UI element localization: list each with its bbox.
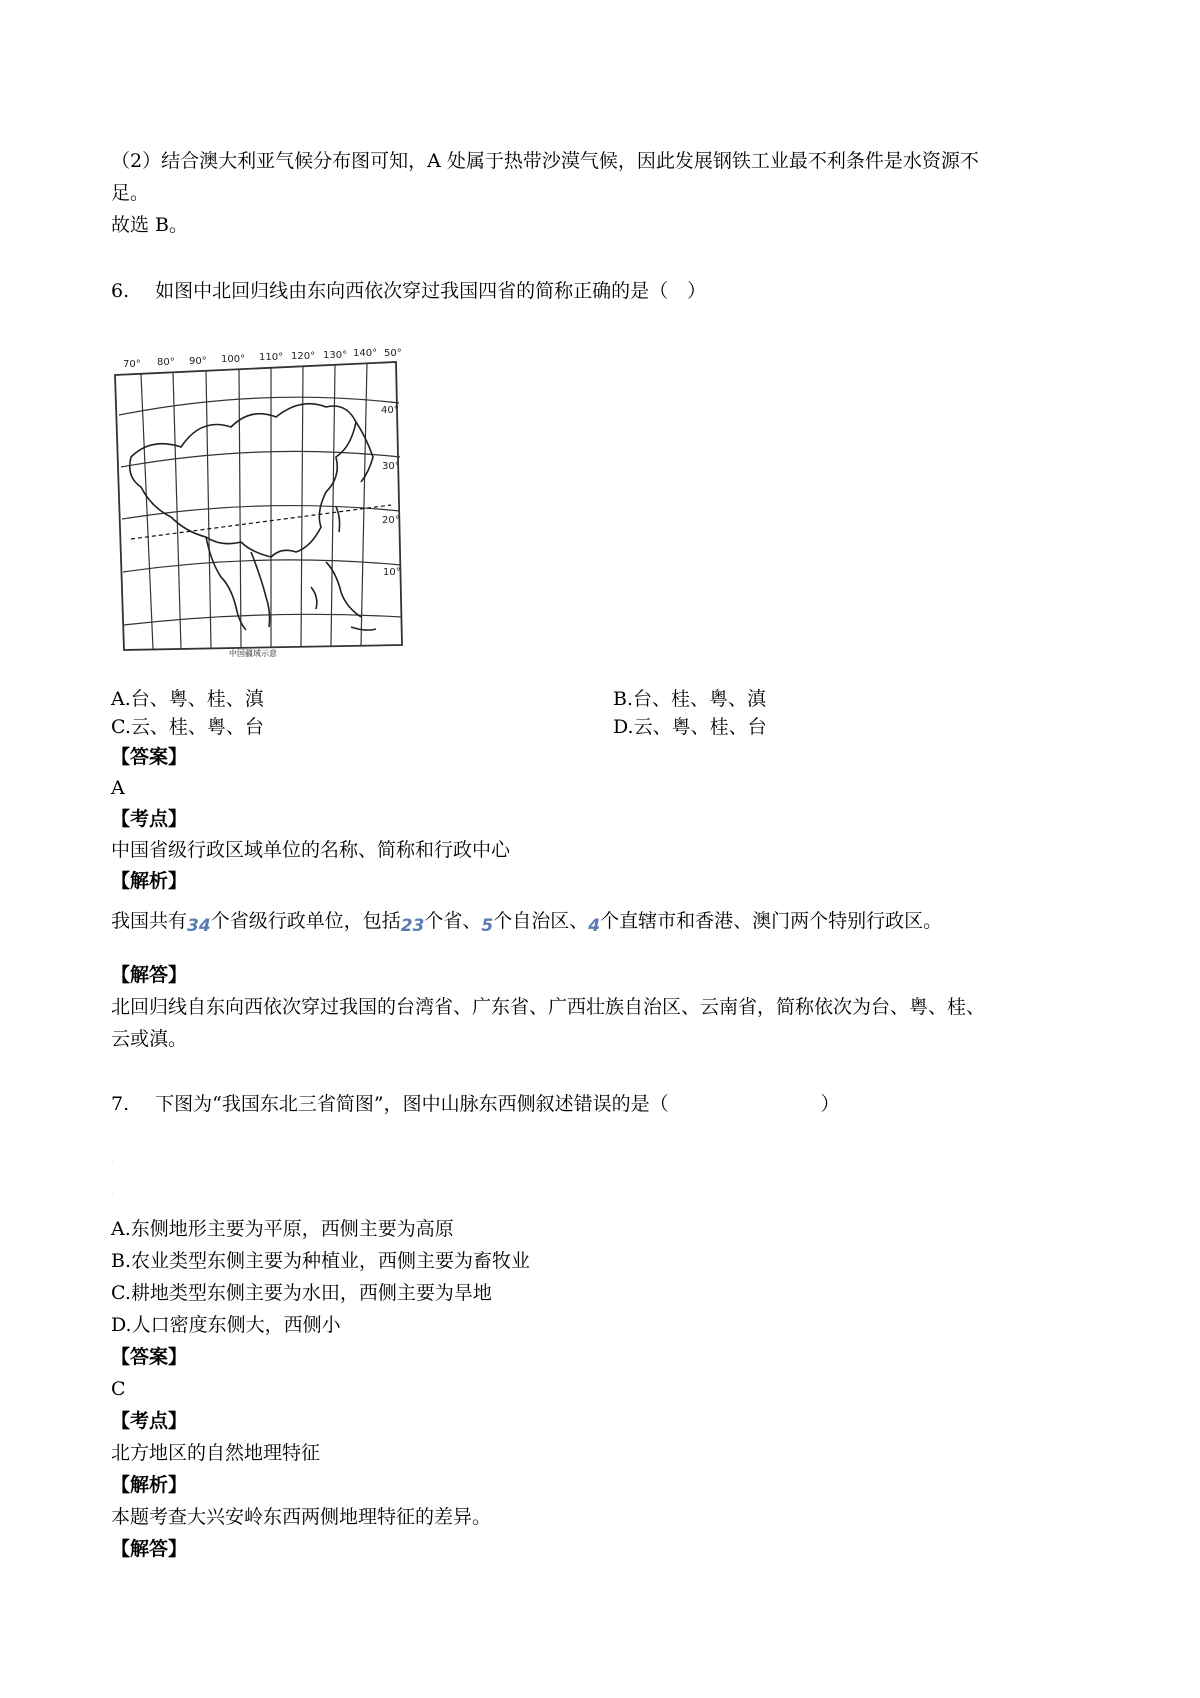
q6-point: 中国省级行政区域单位的名称、简称和行政中心	[111, 839, 511, 861]
prev-answer-line-1: （2）结合澳大利亚气候分布图可知，A 处属于热带沙漠气候，因此发展钢铁工业最不利条件是水资源不	[111, 150, 979, 172]
lat-label-20: 20°	[382, 515, 400, 526]
number-34: 34	[187, 916, 211, 936]
q6-option-b: B.台、桂、粤、滇	[613, 688, 767, 710]
prev-answer-line-3: 故选 B。	[111, 214, 189, 236]
q6-option-d: D.云、粤、桂、台	[613, 716, 767, 738]
lat-label-30: 30°	[382, 461, 400, 472]
number-4: 4	[588, 916, 601, 936]
lon-label-90: 90°	[189, 356, 207, 367]
analysis-text-5: 个直辖市和香港、澳门两个特别行政区。	[600, 910, 943, 932]
lon-label-100: 100°	[221, 354, 246, 365]
number-23: 23	[400, 916, 425, 936]
q6-stem	[111, 278, 706, 304]
lon-label-140: 140°	[353, 348, 378, 359]
q6-solution-line-1: 北回归线自东向西依次穿过我国的台湾省、广东省、广西壮族自治区、云南省，简称依次为台、粤、桂、	[111, 996, 986, 1018]
q6-stem-text: 如图中北回归线由东向西依次穿过我国四省的简称正确的是（ ）	[155, 280, 707, 302]
q7-answer-heading: 【答案】	[111, 1346, 188, 1368]
q7-stem	[111, 1091, 840, 1117]
lon-label-130: 130°	[323, 350, 348, 361]
q6-solution-heading: 【解答】	[111, 964, 188, 986]
image-placeholder-mark-1: ·	[111, 1158, 114, 1167]
image-placeholder-mark-2: ·	[111, 1190, 114, 1199]
map-caption: 中国疆域示意	[229, 649, 277, 658]
lat-label-10: 10°	[383, 567, 401, 578]
lon-label-50: 50°	[384, 348, 402, 359]
q7-point-heading: 【考点】	[111, 1410, 188, 1432]
q6-solution-line-2: 云或滇。	[111, 1028, 188, 1050]
q7-option-c: C.耕地类型东侧主要为水田，西侧主要为旱地	[111, 1282, 492, 1304]
q6-option-a: A.台、粤、桂、滇	[111, 688, 264, 710]
analysis-text-2: 个省级行政单位，包括	[210, 910, 401, 932]
analysis-text-1: 我国共有	[111, 910, 188, 932]
q7-analysis-heading: 【解析】	[111, 1474, 188, 1496]
china-territory-map	[111, 347, 415, 659]
q7-option-a: A.东侧地形主要为平原，西侧主要为高原	[111, 1218, 454, 1240]
q7-solution-heading: 【解答】	[111, 1538, 188, 1560]
lon-label-70: 70°	[123, 359, 141, 370]
q6-option-c: C.云、桂、粤、台	[111, 716, 264, 738]
analysis-text-4: 个自治区、	[493, 910, 589, 932]
lon-label-110: 110°	[259, 352, 284, 363]
q7-point: 北方地区的自然地理特征	[111, 1442, 321, 1464]
q7-analysis: 本题考查大兴安岭东西两侧地理特征的差异。	[111, 1506, 492, 1528]
lon-label-120: 120°	[291, 351, 316, 362]
q6-number: 6.	[111, 280, 130, 302]
q6-answer: A	[111, 777, 125, 799]
q7-option-d: D.人口密度东侧大，西侧小	[111, 1314, 341, 1336]
number-5: 5	[481, 916, 494, 936]
lon-label-80: 80°	[157, 357, 175, 368]
q7-number: 7.	[111, 1093, 130, 1115]
q6-answer-heading: 【答案】	[111, 746, 188, 768]
q6-point-heading: 【考点】	[111, 808, 188, 830]
q7-answer: C	[111, 1378, 126, 1400]
q6-analysis	[111, 908, 942, 935]
lat-label-40: 40°	[381, 405, 399, 416]
prev-answer-line-2: 足。	[111, 182, 150, 204]
q7-option-b: B.农业类型东侧主要为种植业，西侧主要为畜牧业	[111, 1250, 531, 1272]
q6-analysis-heading: 【解析】	[111, 870, 188, 892]
analysis-text-3: 个省、	[424, 910, 482, 932]
q7-stem-text: 下图为“我国东北三省简图”，图中山脉东西侧叙述错误的是（ ）	[155, 1093, 840, 1115]
